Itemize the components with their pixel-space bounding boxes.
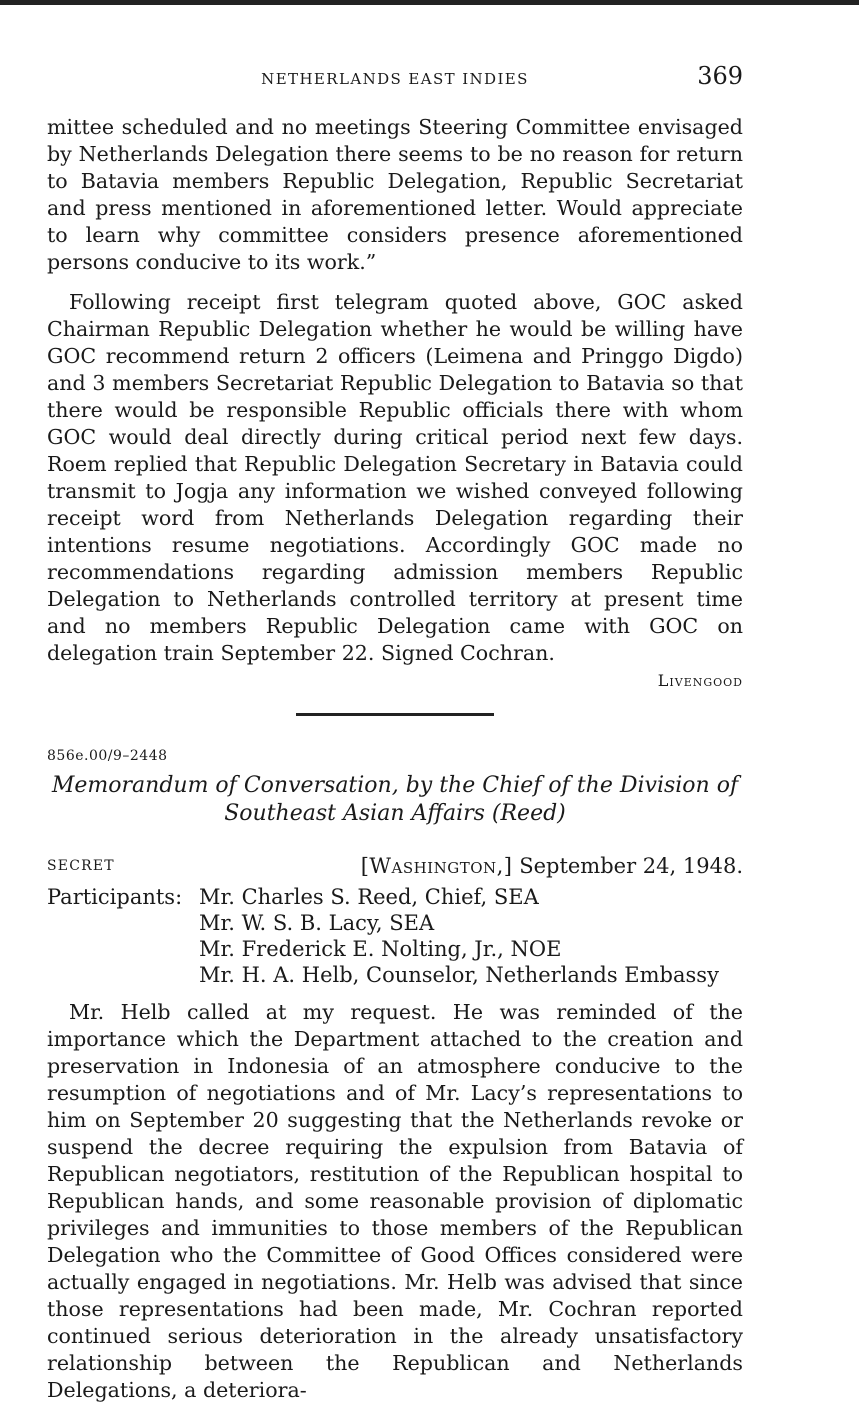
goc-paragraph: Following receipt first telegram quoted above, GOC asked Chairman Republic Delegation whether he would be willing have GOC recommend return 2 officers (Leimena and Pringgo Digdo) and 3 members Secretariat Republic Delegation to Batavia so that there would be responsible Republic officials there with whom GOC would deal directly during critical period next few days. Roem replied that Republic Delegation Secretary in Batavia could transmit to Jogja any information we wished conveyed following receipt word from Netherlands Delegation regarding their intentions resume negotiations. Accordingly GOC made no recommendations regarding admission members Republic Delegation to Netherlands controlled territory at present time and no members Republic Delegation came with GOC on delegation train September 22. Signed Cochran.: [47, 290, 743, 665]
memo-title: [47, 772, 743, 828]
memo-body-paragraph: Mr. Helb called at my request. He was reminded of the importance which the Department attached to the creation and preservation in Indonesia of an atmosphere conducive to the resumption of negotiations and of Mr. Lacy’s representations to him on September 20 suggesting that the Netherlands revoke or suspend the decree requiring the expulsion from Batavia of Republican negotiators, restitution of the Republican hospital to Republican hands, and some reasonable provision of diplomatic privileges and immunities to those members of the Republican Delegation who the Committee of Good Offices considered were actually engaged in negotiations. Mr. Helb was advised that since those representations had been made, Mr. Cochran reported continued serious deterioration in the already unsatisfactory relationship between the Republican and Netherlands Delegations, a deteriora-: [47, 1000, 743, 1402]
dateline-date: September 24, 1948.: [519, 854, 743, 878]
running-header: [47, 60, 743, 100]
document-page: [47, 60, 743, 1404]
memo-title-line-1: Memorandum of Conversation, by the Chief of the Division of: [51, 773, 739, 798]
continuation-paragraph: mittee scheduled and no meetings Steering Committee envisaged by Netherlands Delegation there seems to be no reason for return to Batavia members Republic Delegation, Republic Secretariat and press mentioned in aforementioned letter. Would appreciate to learn why committee considers presence aforementioned persons conducive to its work.”: [47, 115, 743, 274]
signature: Livengood: [657, 671, 743, 690]
running-title: NETHERLANDS EAST INDIES: [261, 70, 529, 88]
participants-label: Participants:: [47, 885, 183, 909]
section-divider: [296, 713, 494, 716]
participant: Mr. H. A. Helb, Counselor, Netherlands Embassy: [199, 963, 719, 987]
participants-block: [47, 884, 743, 988]
participant: Mr. Frederick E. Nolting, Jr., NOE: [199, 937, 562, 961]
classification-label: SECRET: [47, 858, 115, 874]
participant: Mr. W. S. B. Lacy, SEA: [199, 911, 435, 935]
dateline: [361, 854, 743, 878]
dateline-place: [Washington,]: [360, 854, 513, 878]
file-number: 856e.00/9–2448: [47, 748, 168, 764]
memo-meta-row: [47, 844, 743, 878]
top-border-rule: [0, 0, 859, 5]
page-number: 369: [697, 62, 743, 90]
memo-title-line-2: Southeast Asian Affairs (Reed): [224, 801, 566, 826]
participant: Mr. Charles S. Reed, Chief, SEA: [199, 885, 539, 909]
